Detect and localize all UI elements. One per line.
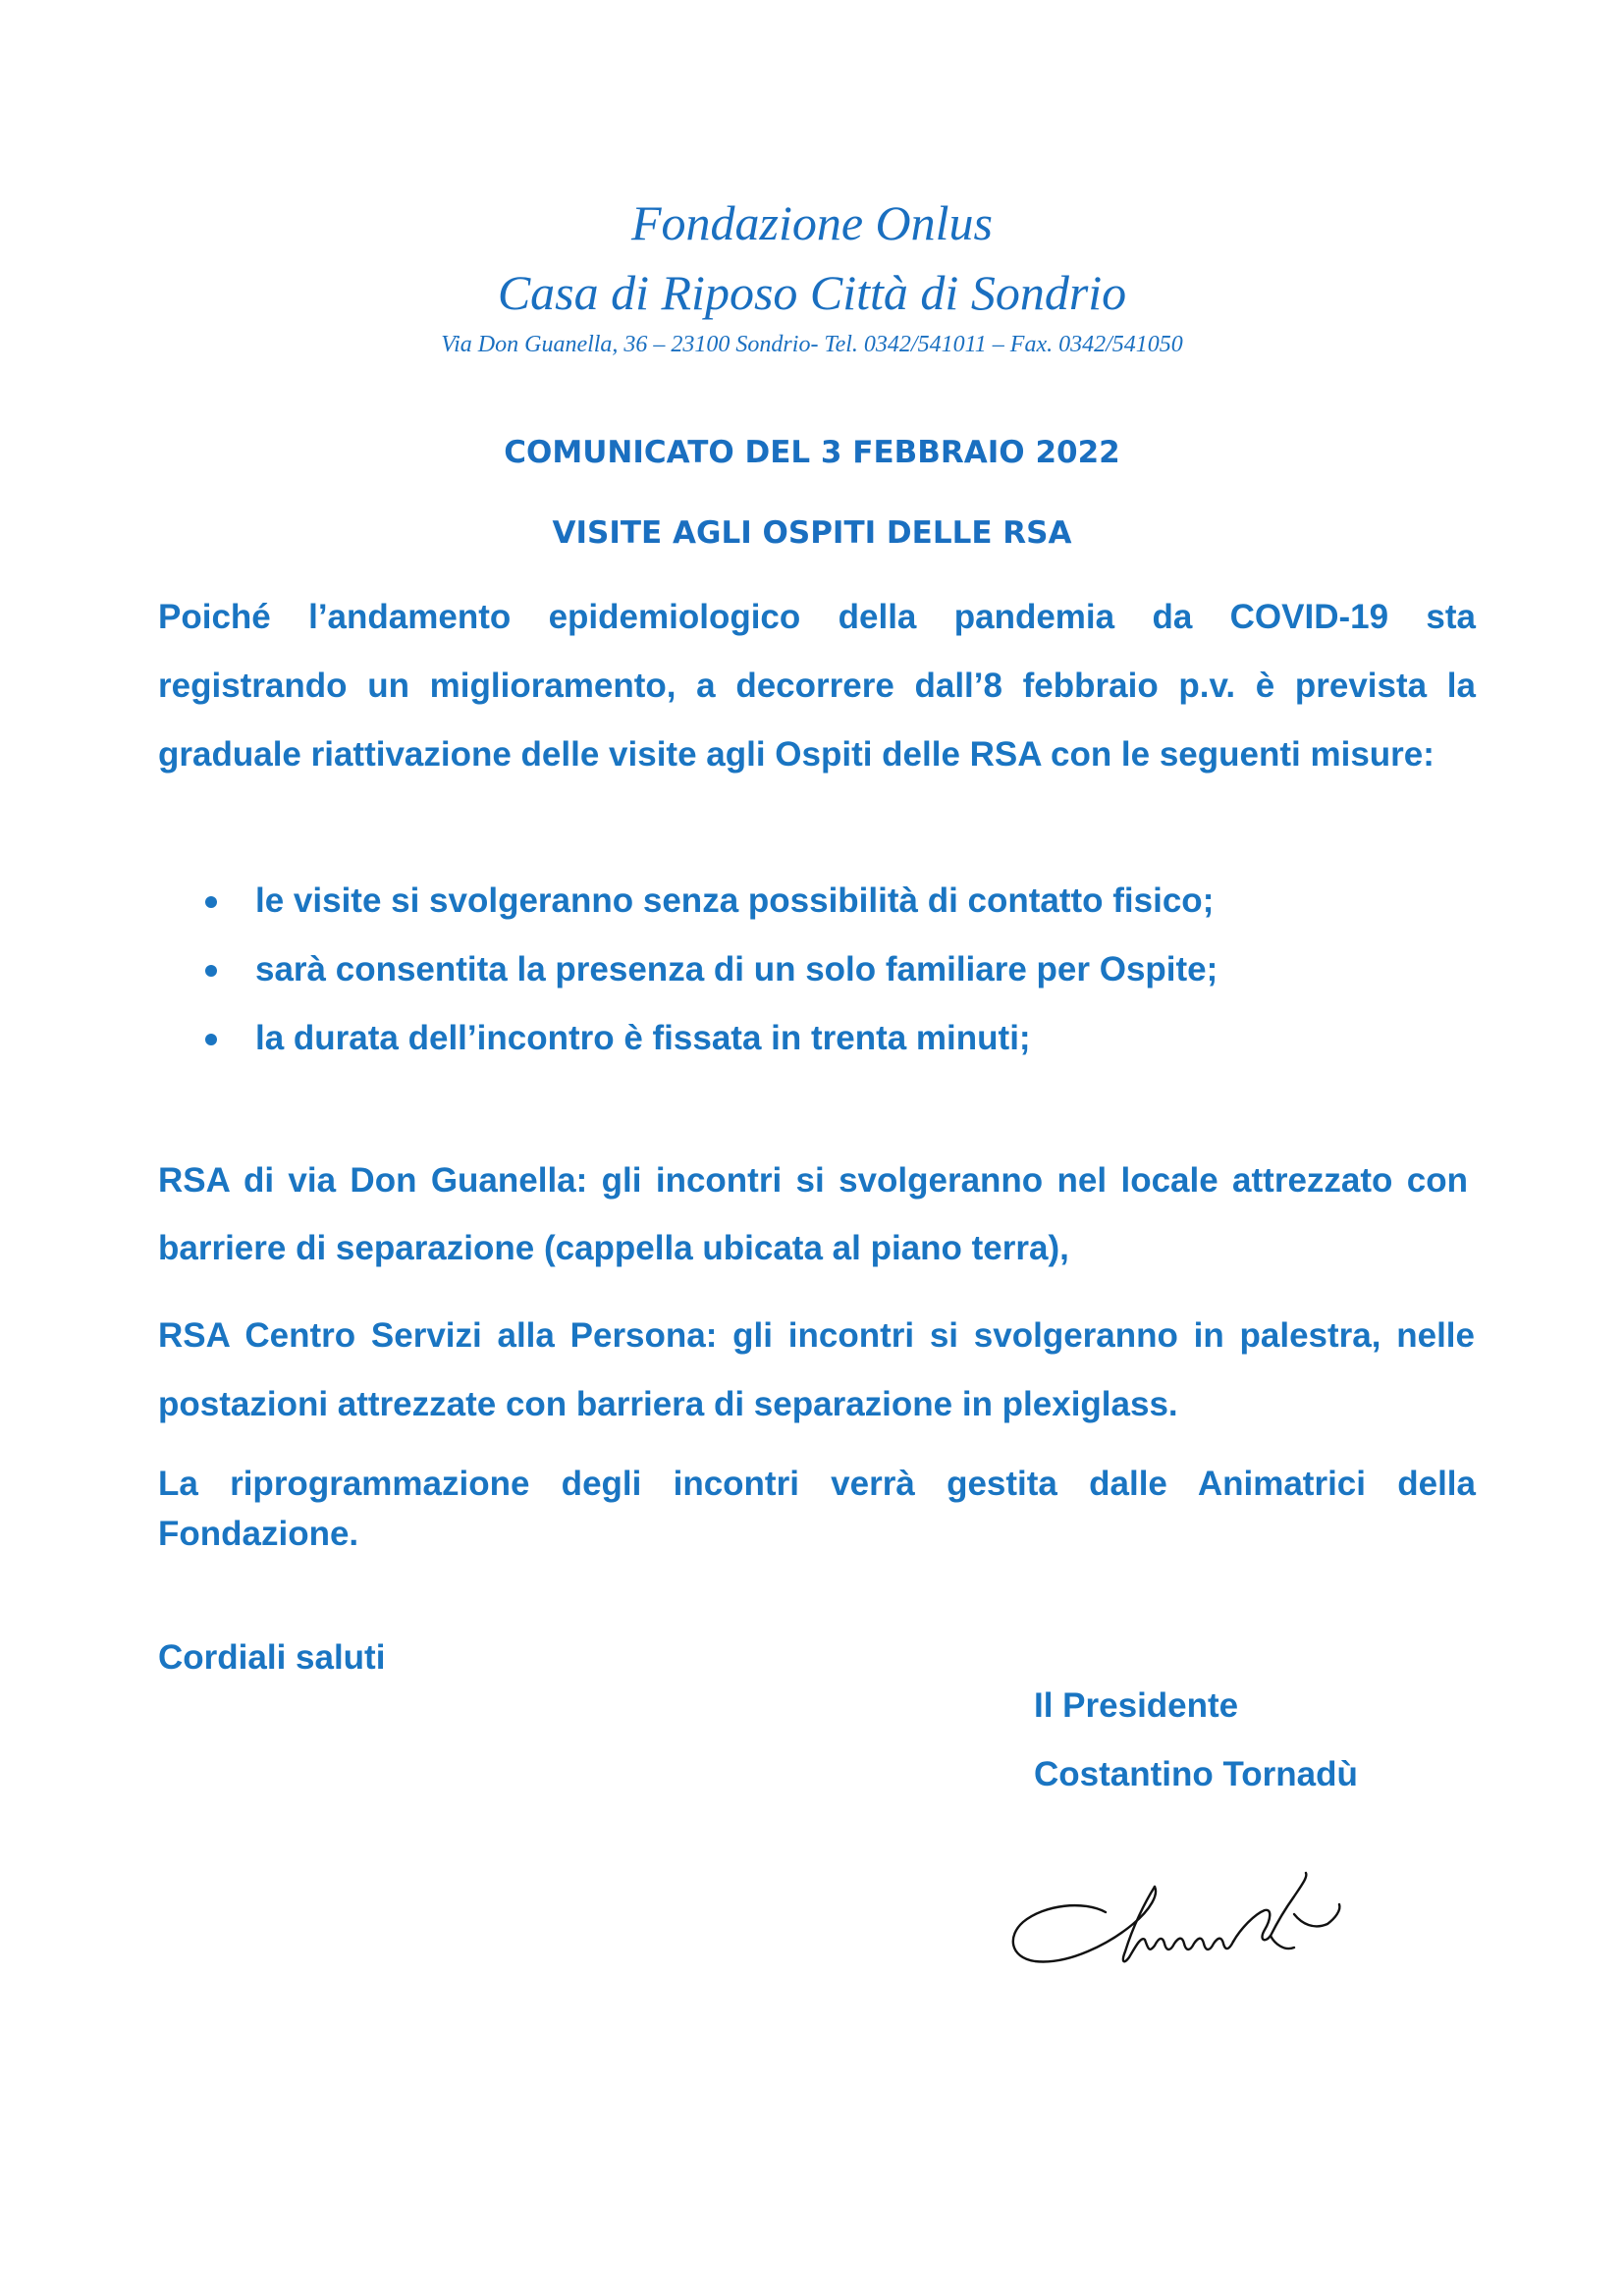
list-item-text: la durata dell’incontro è fissata in trenta minuti;: [255, 1019, 1031, 1057]
bullet-icon: [205, 965, 217, 977]
intro-paragraph: Poiché l’andamento epidemiologico della pandemia da COVID-19 sta registrando un miglioramento, a decorrere dall’8 febbraio p.v. è prevista la graduale riattivazione delle visite agli Ospiti delle RSA con le seguenti misure:: [158, 598, 1476, 774]
bullet-icon: [205, 1034, 217, 1045]
list-item: [158, 942, 1476, 1011]
signatory-role: Il Presidente: [1034, 1686, 1239, 1725]
letterhead-house-name: Casa di Riposo Città di Sondrio: [497, 265, 1127, 320]
notice-subtitle: VISITE AGLI OSPITI DELLE RSA: [552, 515, 1072, 551]
list-item-text: le visite si svolgeranno senza possibilità di contatto fisico;: [255, 881, 1215, 920]
reprogramming-paragraph: La riprogrammazione degli incontri verrà gestita dalle Animatrici della Fondazione.: [158, 1465, 1476, 1553]
letterhead-address: Via Don Guanella, 36 – 23100 Sondrio- Tel. 0342/541011 – Fax. 0342/541050: [441, 332, 1183, 357]
bullet-icon: [205, 896, 217, 908]
rsa-centro-servizi-paragraph: RSA Centro Servizi alla Persona: gli incontri si svolgeranno in palestra, nelle postazioni attrezzate con barriera di separazione in plexiglass.: [158, 1316, 1475, 1423]
list-item: [158, 874, 1476, 942]
notice-title: COMUNICATO DEL 3 FEBBRAIO 2022: [504, 435, 1120, 470]
list-item-text: sarà consentita la presenza di un solo familiare per Ospite;: [255, 950, 1218, 988]
letterhead-organization: Fondazione Onlus: [630, 195, 994, 250]
closing-greeting: Cordiali saluti: [158, 1638, 386, 1677]
rsa-don-guanella-paragraph: RSA di via Don Guanella: gli incontri si svolgeranno nel locale attrezzato con barriere di separazione (cappella ubicata al piano terra),: [158, 1161, 1468, 1267]
handwritten-signature: [1007, 1855, 1361, 1983]
signatory-name: Costantino Tornadù: [1034, 1755, 1358, 1793]
measures-list: [158, 874, 1476, 1080]
list-item: [158, 1011, 1476, 1080]
